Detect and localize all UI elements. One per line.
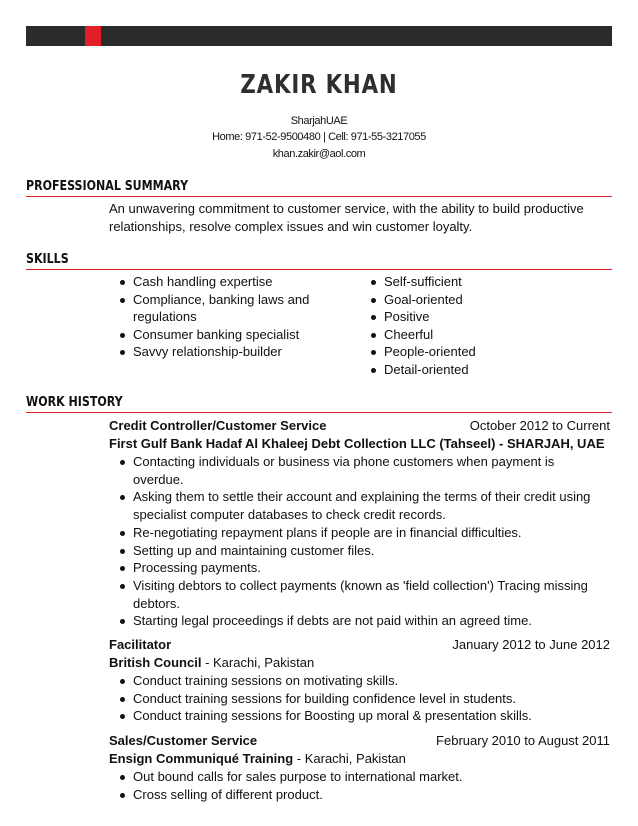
- skill-item: Compliance, banking laws and regulations: [109, 291, 324, 326]
- job-company: British Council: [109, 655, 202, 670]
- section-title-summary: PROFESSIONAL SUMMARY: [26, 179, 189, 194]
- header-bar: [26, 26, 612, 46]
- skill-item: Consumer banking specialist: [109, 326, 324, 344]
- section-header-work: [26, 396, 612, 413]
- section-header-skills: [26, 253, 612, 270]
- header-bar-accent: [85, 26, 101, 46]
- job-title: Credit Controller/Customer Service: [109, 418, 327, 433]
- section-title-work: WORK HISTORY: [26, 395, 123, 410]
- job-duty: Cross selling of different product.: [109, 786, 599, 804]
- job-duty: Out bound calls for sales purpose to international market.: [109, 768, 599, 786]
- skill-item: People-oriented: [360, 343, 560, 361]
- contact-phones: Home: 971-52-9500480 | Cell: 971-55-3217055: [212, 131, 426, 143]
- job-company-line: [109, 751, 406, 766]
- skill-item: Cheerful: [360, 326, 560, 344]
- job-dates: October 2012 to Current: [469, 418, 610, 433]
- skill-item: Detail-oriented: [360, 361, 560, 379]
- job-company-line: [109, 436, 605, 451]
- summary-text: An unwavering commitment to customer service, with the ability to build productive relationships, resolve complex issues and win customer loyalty.: [109, 201, 584, 234]
- job-duty: Conduct training sessions for building confidence level in students.: [109, 690, 599, 708]
- job-duty: Re-negotiating repayment plans if people are in financial difficulties.: [109, 524, 599, 542]
- job-duty: Conduct training sessions on motivating skills.: [109, 672, 599, 690]
- skill-item: Savvy relationship-builder: [109, 343, 324, 361]
- job-title: Sales/Customer Service: [109, 733, 258, 748]
- job-dates: January 2012 to June 2012: [452, 637, 610, 652]
- job-duty: Visiting debtors to collect payments (known as 'field collection') Tracing missing debtors.: [109, 577, 599, 612]
- skill-item: Goal-oriented: [360, 291, 560, 309]
- job-location: - Karachi, Pakistan: [201, 655, 315, 670]
- section-header-summary: [26, 180, 612, 197]
- job-dates: February 2010 to August 2011: [436, 733, 610, 748]
- contact-location: SharjahUAE: [290, 115, 348, 127]
- section-title-skills: SKILLS: [26, 252, 69, 267]
- job-duty: Processing payments.: [109, 559, 599, 577]
- job-duties-list: [109, 453, 599, 630]
- skills-list-left: [109, 273, 324, 361]
- contact-email: khan.zakir@aol.com: [272, 148, 366, 160]
- skill-item: Positive: [360, 308, 560, 326]
- job-duty: Asking them to settle their account and explaining the terms of their credit using specialist computer databases to check credit records.: [109, 488, 599, 523]
- job-duty: Contacting individuals or business via phone customers when payment is overdue.: [109, 453, 599, 488]
- job-duties-list: [109, 672, 599, 725]
- job-company: Ensign Communiqué Training: [109, 751, 294, 766]
- candidate-name: ZAKIR KHAN: [240, 70, 398, 100]
- job-company: First Gulf Bank Hadaf Al Khaleej Debt Collection LLC (Tahseel) - SHARJAH, UAE: [109, 436, 605, 451]
- skills-list-right: [360, 273, 560, 379]
- skill-item: Self-sufficient: [360, 273, 560, 291]
- job-duty: Starting legal proceedings if debts are not paid within an agreed time.: [109, 612, 599, 630]
- job-company-line: [109, 655, 314, 670]
- job-location: - Karachi, Pakistan: [293, 751, 406, 766]
- job-duties-list: [109, 768, 599, 803]
- job-duty: Setting up and maintaining customer files.: [109, 542, 599, 560]
- job-title: Facilitator: [109, 637, 172, 652]
- job-duty: Conduct training sessions for Boosting up moral & presentation skills.: [109, 707, 599, 725]
- skill-item: Cash handling expertise: [109, 273, 324, 291]
